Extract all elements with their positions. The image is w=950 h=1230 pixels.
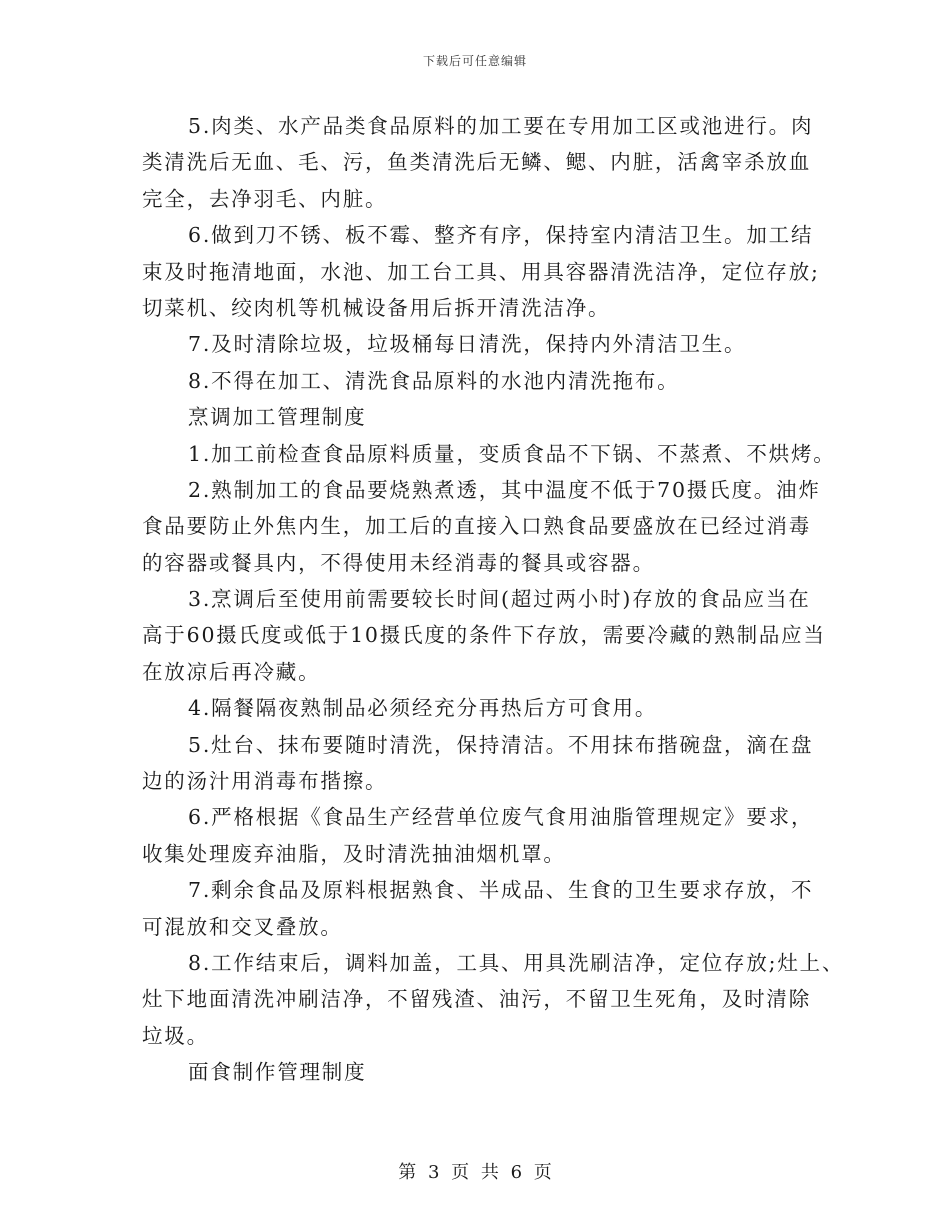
text-line: 类清洗后无血、毛、污，鱼类清洗后无鳞、鳃、内脏，活禽宰杀放血 [142, 150, 811, 175]
text-line: 8.不得在加工、清洗食品原料的水池内清洗拖布。 [188, 368, 680, 393]
text-line: 灶下地面清洗冲刷洁净，不留残渣、油污，不留卫生死角，及时清除 [142, 987, 811, 1012]
page-number-footer: 第 3 页 共 6 页 [398, 1162, 552, 1183]
text-line: 面食制作管理制度 [188, 1060, 367, 1085]
document-body [142, 108, 845, 1091]
text-line: 6.做到刀不锈、板不霉、整齐有序，保持室内清洁卫生。加工结 [188, 223, 814, 248]
text-line: 1.加工前检查食品原料质量，变质食品不下锅、不蒸煮、不烘烤。 [188, 441, 836, 466]
text-line: 高于60摄氏度或低于10摄氏度的条件下存放，需要冷藏的熟制品应当 [142, 623, 826, 648]
text-line: 6.严格根据《食品生产经营单位废气食用油脂管理规定》要求， [188, 805, 814, 830]
text-line: 烹调加工管理制度 [188, 405, 367, 430]
text-line: 2.熟制加工的食品要烧熟煮透，其中温度不低于70摄氏度。油炸 [188, 477, 821, 502]
text-line: 可混放和交叉叠放。 [142, 914, 343, 939]
text-line: 7.及时清除垃圾，垃圾桶每日清洗，保持内外清洁卫生。 [188, 332, 747, 357]
text-line: 3.烹调后至使用前需要较长时间(超过两小时)存放的食品应当在 [188, 587, 811, 612]
text-line: 7.剩余食品及原料根据熟食、半成品、生食的卫生要求存放，不 [188, 878, 814, 903]
text-line: 边的汤汁用消毒布揩擦。 [142, 769, 388, 794]
page-header: 下载后可任意编辑 [422, 54, 527, 68]
text-line: 完全，去净羽毛、内脏。 [142, 186, 388, 211]
text-line: 在放凉后再冷藏。 [142, 659, 321, 684]
text-line: 4.隔餐隔夜熟制品必须经充分再热后方可食用。 [188, 696, 658, 721]
text-line: 5.肉类、水产品类食品原料的加工要在专用加工区或池进行。肉 [188, 114, 814, 138]
text-line: 收集处理废弃油脂，及时清洗抽油烟机罩。 [142, 841, 566, 866]
text-line: 切菜机、绞肉机等机械设备用后拆开清洗洁净。 [142, 295, 611, 320]
text-line: 垃圾。 [142, 1023, 209, 1048]
text-line: 8.工作结束后，调料加盖，工具、用具洗刷洁净，定位存放;灶上、 [188, 950, 845, 975]
text-line: 束及时拖清地面，水池、加工台工具、用具容器清洗洁净，定位存放; [142, 259, 820, 284]
text-line: 5.灶台、抹布要随时清洗，保持清洁。不用抹布揩碗盘，滴在盘 [188, 732, 814, 757]
text-line: 的容器或餐具内，不得使用未经消毒的餐具或容器。 [142, 550, 655, 575]
text-line: 食品要防止外焦内生，加工后的直接入口熟食品要盛放在已经过消毒 [142, 514, 811, 539]
